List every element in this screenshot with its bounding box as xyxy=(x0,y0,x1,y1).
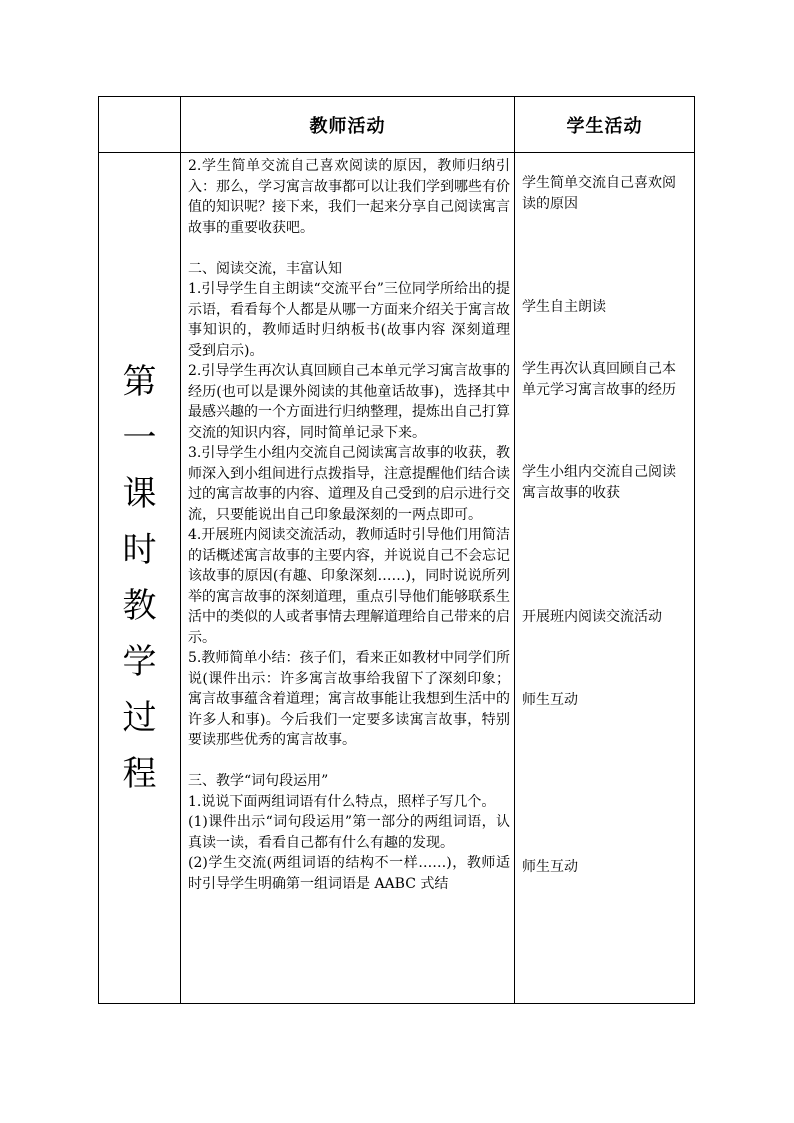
teacher-paragraph: 5.教师简单小结：孩子们，看来正如教材中同学们所说(课件出示：许多寓言故事给我留下了深刻印象；寓言故事蕴含着道理；寓言故事能让我想到生活中的许多人和事)。今后我们一定要多读寓言故事，特别要读那些优秀的寓言故事。 xyxy=(188,650,510,748)
student-activity-item: 师生互动 xyxy=(522,692,578,708)
header-blank-cell xyxy=(99,97,181,153)
section-title-char: 课 xyxy=(122,474,157,514)
table-body-row xyxy=(99,153,695,1004)
header-teacher-activity: 教师活动 xyxy=(181,97,515,153)
teacher-paragraph: 3.引导学生小组内交流自己阅读寓言故事的收获，教师深入到小组间进行点拨指导，注意提醒他们结合读过的寓言故事的内容、道理及自己受到的启示进行交流，只要能说出自己印象最深刻的一两点即可。 xyxy=(188,445,510,523)
paragraph-gap xyxy=(188,238,510,259)
student-activity-cell xyxy=(515,153,695,1004)
section-heading: 三、教学“词句段运用” xyxy=(188,773,329,789)
section-heading: 二、阅读交流，丰富认知 xyxy=(188,260,342,277)
teacher-paragraph: 2.学生简单交流自己喜欢阅读的原因，教师归纳引入：那么，学习寓言故事都可以让我们学到哪些有价值的知识呢？接下来，我们一起来分享自己阅读寓言故事的重要收获吧。 xyxy=(188,158,510,236)
student-activity-item: 学生小组内交流自己阅读寓言故事的收获 xyxy=(522,464,676,501)
table-header-row xyxy=(99,97,695,153)
teacher-paragraph: 1.说说下面两组词语有什么特点，照样子写几个。 xyxy=(188,793,496,810)
student-activity-item: 学生简单交流自己喜欢阅读的原因 xyxy=(522,175,676,212)
student-activity-item: 学生自主朗读 xyxy=(522,299,606,315)
lesson-plan-table xyxy=(98,96,695,1004)
teacher-paragraph: 2.引导学生再次认真回顾自己本单元学习寓言故事的经历(也可以是课外阅读的其他童话故事)，选择其中最感兴趣的一个方面进行归纳整理，提炼出自己打算交流的知识内容，同时简单记录下来。 xyxy=(188,363,510,441)
paragraph-gap xyxy=(188,751,510,772)
section-title-char: 时 xyxy=(122,530,157,570)
section-title-char: 教 xyxy=(122,586,157,626)
section-title-char: 第 xyxy=(122,362,157,402)
teacher-activity-cell xyxy=(181,153,515,1004)
student-activity-item: 开展班内阅读交流活动 xyxy=(522,609,662,625)
section-title-char: 学 xyxy=(122,642,157,682)
section-title-char: 程 xyxy=(122,754,157,794)
section-title-char: 过 xyxy=(122,698,157,738)
header-student-activity: 学生活动 xyxy=(515,97,695,153)
student-activity-item: 师生互动 xyxy=(522,859,578,875)
teacher-paragraph: 1.引导学生自主朗读“交流平台”三位同学所给出的提示语，看看每个人都是从哪一方面来介绍关于寓言故事知识的，教师适时归纳板书(故事内容 深刻道理 受到启示)。 xyxy=(188,281,510,359)
section-title-vertical xyxy=(120,354,160,802)
teacher-paragraph: (1)课件出示“词句段运用”第一部分的两组词语，认真读一读，看看自己都有什么有趣的发现。 xyxy=(188,814,510,851)
student-activity-item: 学生再次认真回顾自己本单元学习寓言故事的经历 xyxy=(522,361,676,398)
teacher-paragraph: 4.开展班内阅读交流活动，教师适时引导他们用简洁的话概述寓言故事的主要内容，并说说自己不会忘记该故事的原因(有趣、印象深刻……)，同时说说所列举的寓言故事的深刻道理，重点引导他们能够联系生活中的类似的人或者事情去理解道理给自己带来的启示。 xyxy=(188,527,510,646)
section-title-char: 一 xyxy=(122,418,157,458)
teacher-paragraph: (2)学生交流(两组词语的结构不一样……)，教师适时引导学生明确第一组词语是 AABC 式结 xyxy=(188,855,510,892)
section-title-cell xyxy=(99,153,181,1004)
